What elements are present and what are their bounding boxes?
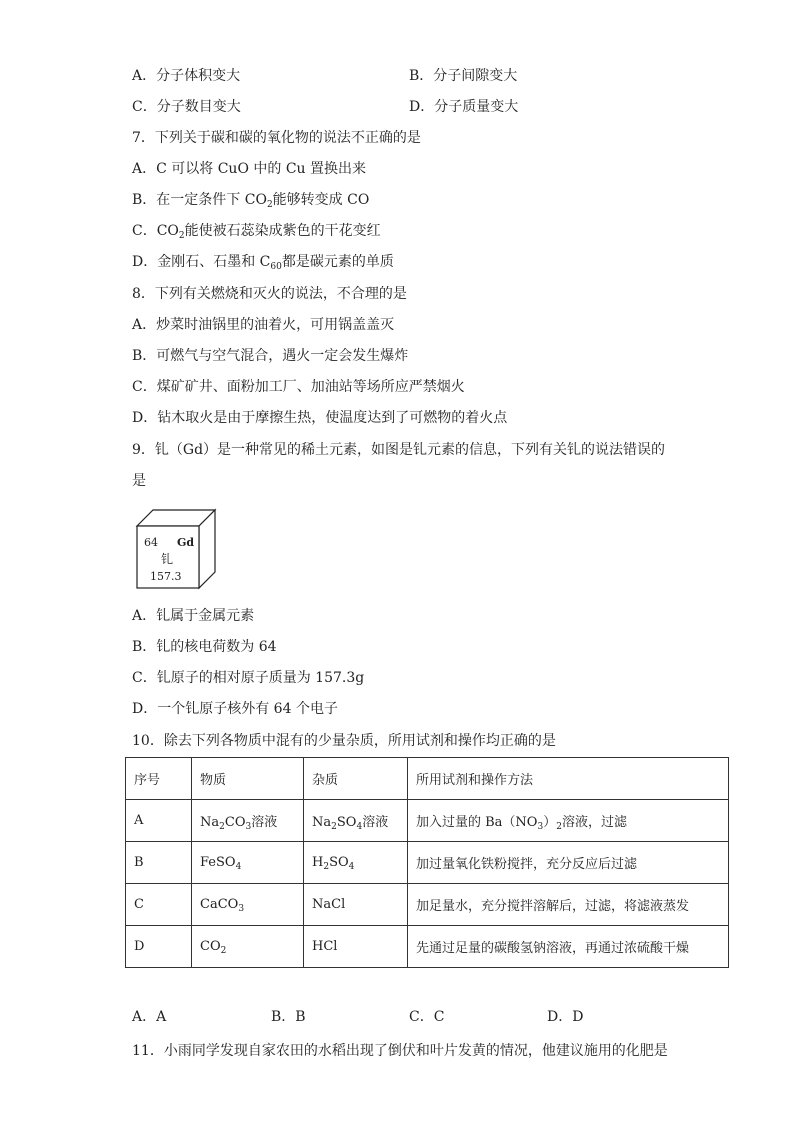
q6-option-b: B．分子间隙变大	[409, 68, 518, 84]
header-method: 所用试剂和操作方法	[408, 758, 729, 800]
q9-option-a: A．钆属于金属元素	[132, 608, 255, 624]
q6-option-c: C．分子数目变大	[132, 99, 241, 115]
row-id: D	[126, 926, 192, 968]
q9-option-d: D．一个钆原子核外有 64 个电子	[132, 701, 338, 717]
row-impurity: $H_2SO_4$	[304, 842, 408, 884]
row-method: 加过量氧化铁粉搅拌，充分反应后过滤	[408, 842, 729, 884]
q10-table	[125, 757, 729, 968]
row-method: 先通过足量的碳酸氢钠溶液，再通过浓硫酸干燥	[408, 926, 729, 968]
table-row	[126, 800, 729, 842]
element-cube-figure	[135, 508, 217, 590]
row-id: A	[126, 800, 192, 842]
q6-option-a: A．分子体积变大	[132, 68, 241, 84]
row-substance: $Na_2CO_3$溶液	[192, 800, 304, 842]
row-impurity: NaCl	[304, 884, 408, 926]
element-name: 钆	[161, 552, 174, 566]
q10-answer-d: D．D	[547, 1009, 584, 1025]
q10-answer-b: B．B	[271, 1009, 306, 1025]
q8-option-a: A．炒菜时油锅里的油着火，可用锅盖盖灭	[132, 317, 395, 333]
table-row	[126, 884, 729, 926]
table-header-row	[126, 758, 729, 800]
row-method: 加入过量的 $Ba(NO_3)_2$溶液，过滤	[408, 800, 729, 842]
row-substance: $CO_2$	[192, 926, 304, 968]
q9-stem-line2: 是	[132, 473, 146, 489]
q11-stem: 11．小雨同学发现自家农田的水稻出现了倒伏和叶片发黄的情况，他建议施用的化肥是	[132, 1043, 668, 1059]
q8-stem: 8．下列有关燃烧和灭火的说法，不合理的是	[132, 286, 407, 302]
q9-stem-line1: 9．钆（Gd）是一种常见的稀土元素，如图是钆元素的信息，下列有关钆的说法错误的	[132, 442, 666, 458]
row-impurity: $Na_2SO_4$溶液	[304, 800, 408, 842]
q7-option-d: D．金刚石、石墨和 $C_{60}$都是碳元素的单质	[132, 254, 394, 272]
header-index: 序号	[126, 758, 192, 800]
header-substance: 物质	[192, 758, 304, 800]
q7-stem: 7．下列关于碳和碳的氧化物的说法不正确的是	[132, 130, 421, 146]
row-impurity: HCl	[304, 926, 408, 968]
table-row	[126, 842, 729, 884]
q9-option-b: B．钆的核电荷数为 64	[132, 639, 277, 655]
q10-answer-c: C．C	[409, 1009, 445, 1025]
q10-answer-a: A．A	[132, 1009, 167, 1025]
element-mass: 157.3	[150, 570, 182, 583]
q9-option-c: C．钆原子的相对原子质量为 157.3g	[132, 670, 365, 686]
q8-option-b: B．可燃气与空气混合，遇火一定会发生爆炸	[132, 348, 409, 364]
row-substance: CaCO$_3$	[192, 884, 304, 926]
q7-option-b: B．在一定条件下 $CO_2$能够转变成 CO	[132, 192, 370, 210]
q7-option-a: A．C 可以将 CuO 中的 Cu 置换出来	[132, 161, 367, 177]
header-impurity: 杂质	[304, 758, 408, 800]
element-symbol: Gd	[177, 536, 195, 549]
row-substance: FeSO$_4$	[192, 842, 304, 884]
q8-option-d: D．钻木取火是由于摩擦生热，使温度达到了可燃物的着火点	[132, 410, 508, 426]
q10-stem: 10．除去下列各物质中混有的少量杂质，所用试剂和操作均正确的是	[132, 733, 556, 749]
q7-option-c: C．$CO_2$能使被石蕊染成紫色的干花变红	[132, 223, 381, 241]
q8-option-c: C．煤矿矿井、面粉加工厂、加油站等场所应严禁烟火	[132, 379, 465, 395]
row-id: C	[126, 884, 192, 926]
element-number: 64	[144, 536, 158, 549]
row-id: B	[126, 842, 192, 884]
q6-option-d: D．分子质量变大	[409, 99, 519, 115]
table-row	[126, 926, 729, 968]
row-method: 加足量水，充分搅拌溶解后，过滤，将滤液蒸发	[408, 884, 729, 926]
